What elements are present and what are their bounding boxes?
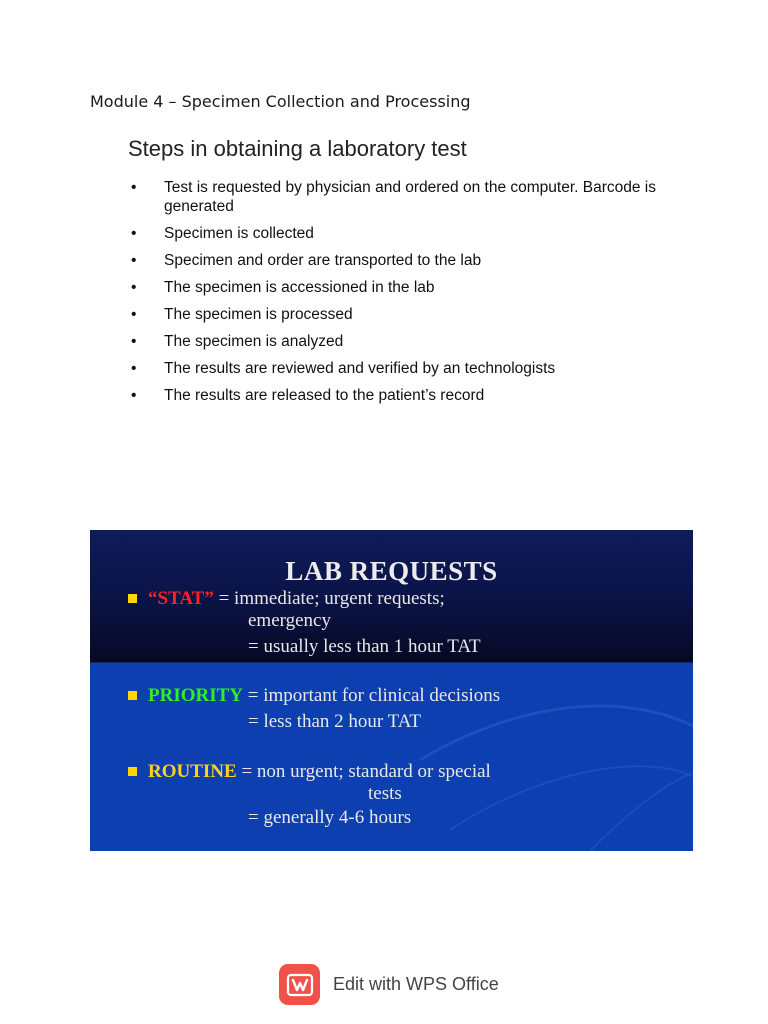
priority-line [148, 685, 500, 707]
step-text: Test is requested by physician and ordered on the computer. Barcode is generated [164, 179, 656, 215]
priority-keyword: PRIORITY [148, 685, 244, 706]
bullet-icon: • [131, 252, 137, 269]
yellow-square-bullet-icon [128, 691, 137, 700]
routine-definition: = non urgent; standard or special [236, 761, 491, 782]
stat-tat: = usually less than 1 hour TAT [248, 636, 481, 657]
stat-line [148, 588, 445, 610]
step-text: The results are released to the patient’s record [164, 387, 485, 404]
list-item [131, 359, 691, 378]
bullet-icon: • [131, 360, 137, 377]
module-title: Module 4 – Specimen Collection and Processing [90, 92, 471, 111]
wps-footer[interactable] [279, 964, 499, 1005]
wps-office-logo-icon[interactable] [279, 964, 320, 1005]
list-item [131, 251, 691, 270]
list-item [131, 278, 691, 297]
step-text: The specimen is processed [164, 306, 353, 323]
yellow-square-bullet-icon [128, 767, 137, 776]
step-text: Specimen and order are transported to the lab [164, 252, 482, 269]
bullet-icon: • [131, 279, 137, 296]
list-item [131, 178, 691, 216]
yellow-square-bullet-icon [128, 594, 137, 603]
slide-title: LAB REQUESTS [285, 556, 498, 586]
list-item [131, 305, 691, 324]
routine-line-2: tests [368, 783, 402, 804]
steps-heading: Steps in obtaining a laboratory test [128, 136, 467, 161]
bullet-icon: • [131, 306, 137, 323]
list-item [131, 224, 691, 243]
priority-tat: = less than 2 hour TAT [248, 711, 421, 732]
steps-list [131, 178, 691, 413]
priority-definition: = important for clinical decisions [243, 685, 501, 706]
step-text: The specimen is accessioned in the lab [164, 279, 435, 296]
routine-line [148, 761, 491, 783]
list-item [131, 386, 691, 405]
step-text: Specimen is collected [164, 225, 314, 242]
bullet-icon: • [131, 387, 137, 404]
list-item [131, 332, 691, 351]
stat-definition: = immediate; urgent requests; [213, 588, 445, 609]
bullet-icon: • [131, 225, 137, 242]
routine-tat: = generally 4-6 hours [248, 807, 412, 828]
wps-edit-link[interactable]: Edit with WPS Office [333, 974, 499, 994]
stat-keyword: “STAT” [148, 588, 214, 609]
bullet-icon: • [131, 333, 137, 350]
bullet-icon: • [131, 179, 137, 196]
stat-line-2: emergency [248, 610, 331, 631]
step-text: The specimen is analyzed [164, 333, 344, 350]
routine-keyword: ROUTINE [148, 761, 237, 782]
step-text: The results are reviewed and verified by an technologists [164, 360, 556, 377]
lab-requests-slide [90, 530, 693, 851]
